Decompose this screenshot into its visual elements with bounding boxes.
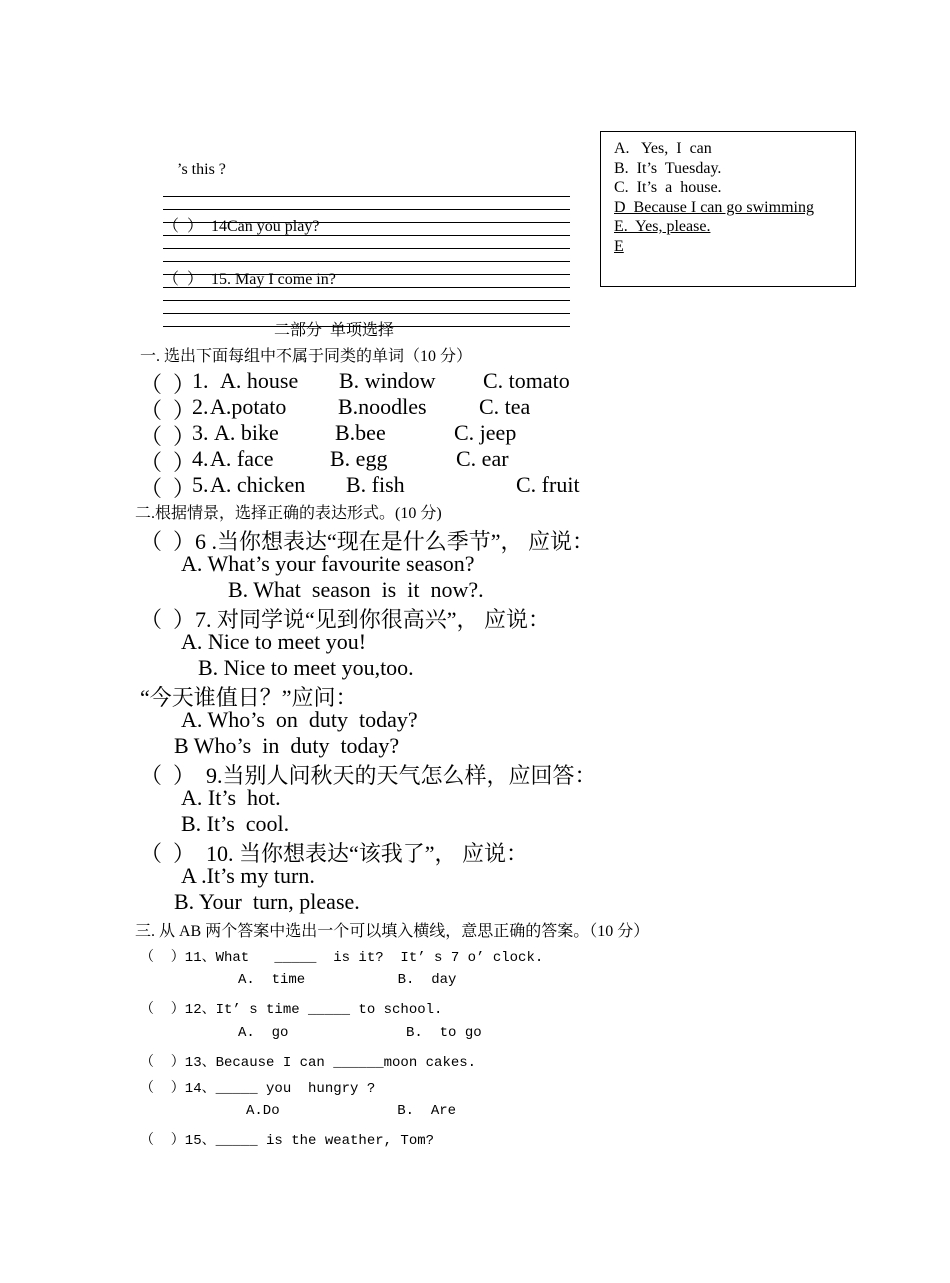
item-number: 5. <box>192 472 209 497</box>
question-9-prompt: （ ） 9.当别人问秋天的天气怎么样，应回答： <box>140 763 597 788</box>
question-14-struck: （ ） 14Can you play? <box>163 218 320 235</box>
ruled-line <box>163 313 570 314</box>
answer-option-a: A. Yes, I can <box>614 140 712 157</box>
option-a: A. house <box>220 368 299 393</box>
question-14: （ ）14、_____ you hungry ? <box>140 1081 376 1097</box>
answer-option-c: C. It’s a house. <box>614 179 722 196</box>
fragment-text: ’s this ? <box>177 161 226 178</box>
answer-option-b: B. It’s Tuesday. <box>614 160 722 177</box>
question-6-option-a: A. What’s your favourite season? <box>181 551 475 576</box>
part2-title: 二部分 单项选择 <box>274 322 395 339</box>
question-8-option-a: A. Who’s on duty today? <box>181 707 418 732</box>
question-10-option-a: A .It’s my turn. <box>181 863 315 888</box>
ruled-line <box>163 261 570 262</box>
option-b: B.noodles <box>338 394 427 419</box>
answer-bracket: （ ） <box>140 372 196 397</box>
section2-heading: 二.根据情景，选择正确的表达形式。(10 分) <box>135 505 442 522</box>
item-number: 3. <box>192 420 209 445</box>
ruled-line <box>163 248 570 249</box>
answer-bracket: （ ） <box>140 450 196 475</box>
answer-option-e: E. Yes, please. <box>614 218 711 235</box>
option-a: A. chicken <box>210 472 306 497</box>
question-11-options: A. time B. day <box>238 972 457 988</box>
option-c: C. jeep <box>454 420 517 445</box>
answer-option-d: D Because I can go swimming <box>614 199 814 216</box>
section1-heading: 一. 选出下面每组中不属于同类的单词（10 分） <box>140 348 473 365</box>
question-10-prompt: （ ） 10. 当你想表达“该我了”， 应说： <box>140 841 529 866</box>
option-a: A. bike <box>214 420 279 445</box>
option-b: B. egg <box>330 446 388 471</box>
item-number: 4. <box>192 446 209 471</box>
ruled-line <box>163 300 570 301</box>
question-15: （ ）15、_____ is the weather, Tom? <box>140 1133 435 1149</box>
question-6-option-b: B. What season is it now?. <box>228 577 484 602</box>
answer-option-e-extra: E <box>614 238 624 255</box>
question-6-prompt: （ ）6 .当你想表达“现在是什么季节”， 应说： <box>140 529 595 554</box>
question-14-options: A.Do B. Are <box>246 1103 457 1119</box>
question-12-options: A. go B. to go <box>238 1025 482 1041</box>
question-7-option-a: A. Nice to meet you! <box>181 629 367 654</box>
question-8-option-b: B Who’s in duty today? <box>174 733 400 758</box>
question-13: （ ）13、Because I can ______moon cakes. <box>140 1055 477 1071</box>
question-8-prompt: “今天谁值日？”应问： <box>140 685 358 710</box>
answer-options-box <box>600 131 856 287</box>
option-b: B. fish <box>346 472 405 497</box>
item-number: 2. <box>192 394 209 419</box>
question-10-option-b: B. Your turn, please. <box>174 889 360 914</box>
question-9-option-b: B. It’s cool. <box>181 811 290 836</box>
question-9-option-a: A. It’s hot. <box>181 785 281 810</box>
option-a: A. face <box>210 446 274 471</box>
ruled-line <box>163 196 570 197</box>
option-c: C. tomato <box>483 368 570 393</box>
option-c: C. ear <box>456 446 509 471</box>
answer-bracket: （ ） <box>140 476 196 501</box>
ruled-line <box>163 209 570 210</box>
answer-bracket: （ ） <box>140 424 196 449</box>
option-c: C. fruit <box>516 472 580 497</box>
question-11: （ ）11、What _____ is it? It’ s 7 o’ clock. <box>140 950 544 966</box>
option-c: C. tea <box>479 394 531 419</box>
answer-bracket: （ ） <box>140 398 196 423</box>
question-15-struck: （ ） 15. May I come in? <box>163 271 336 288</box>
option-b: B.bee <box>335 420 386 445</box>
question-12: （ ）12、It’ s time _____ to school. <box>140 1002 443 1018</box>
question-7-option-b: B. Nice to meet you,too. <box>198 655 414 680</box>
section3-heading: 三. 从 AB 两个答案中选出一个可以填入横线，意思正确的答案。（10 分） <box>135 923 650 940</box>
option-b: B. window <box>339 368 436 393</box>
option-a: A.potato <box>210 394 287 419</box>
question-7-prompt: （ ）7. 对同学说“见到你很高兴”， 应说： <box>140 607 551 632</box>
item-number: 1. <box>192 368 209 393</box>
